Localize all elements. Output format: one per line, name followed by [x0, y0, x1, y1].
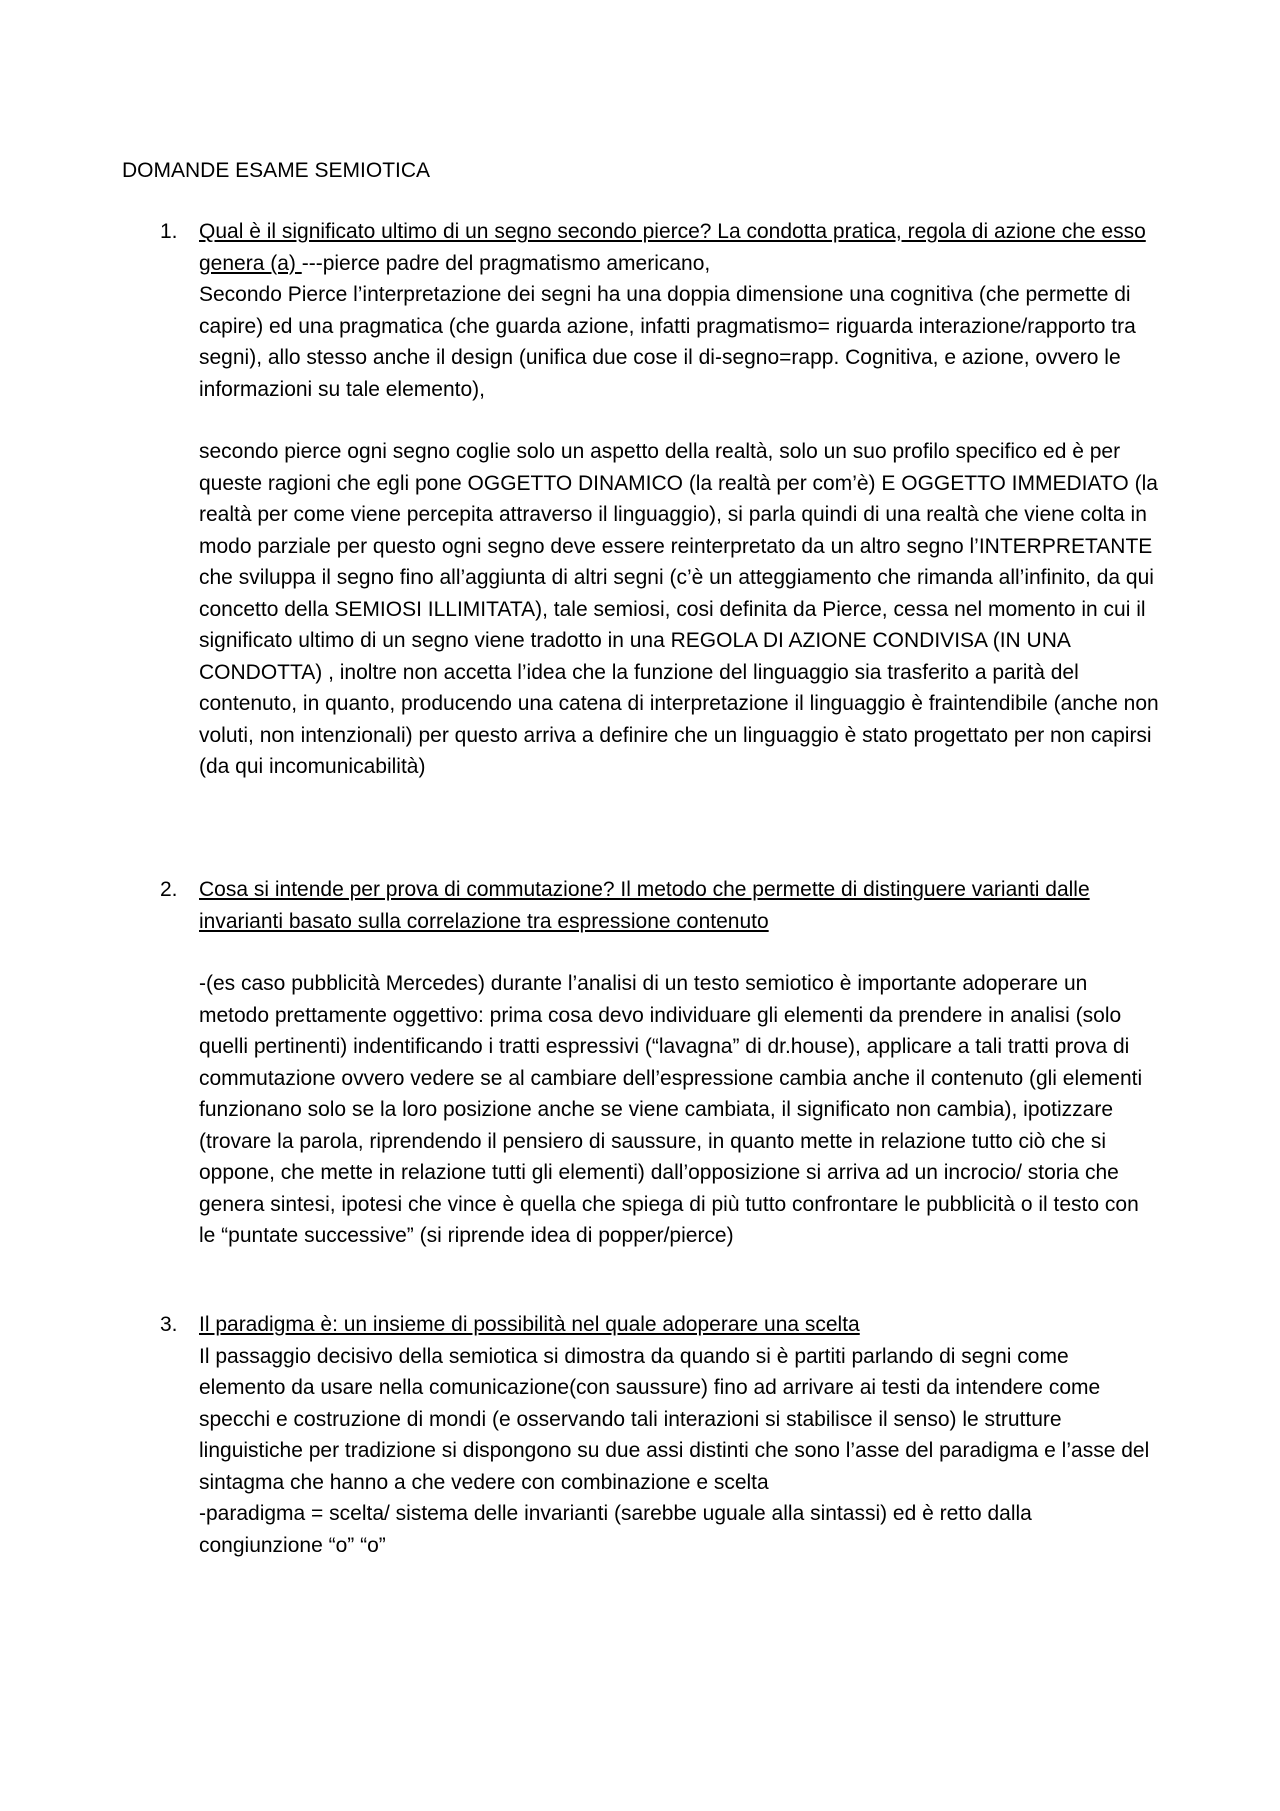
- question-text: Cosa si intende per prova di commutazione? Il metodo che permette di distinguere varianti dalle invarianti basato sulla correlazione tra espressione contenuto: [199, 878, 1090, 933]
- list-number: 1.: [160, 220, 178, 243]
- document-title: DOMANDE ESAME SEMIOTICA: [122, 159, 431, 182]
- question-item-3: [122, 1309, 1162, 1561]
- list-number: 3.: [160, 1313, 178, 1336]
- question-body: [199, 1309, 1159, 1561]
- question-item-2: [122, 874, 1162, 1252]
- question-body: [199, 216, 1159, 783]
- answer-paragraph: -(es caso pubblicità Mercedes) durante l’analisi di un testo semiotico è importante adoperare un metodo prettamente oggettivo: prima cosa devo individuare gli elementi da prendere in analisi (solo quelli pertinenti) indentificando i tratti espressivi (“lavagna” di dr.house), applicare a tali tratti prova di commutazione ovvero vedere se al cambiare dell’espressione cambia anche il contenuto (gli elementi funzionano solo se la loro posizione anche se viene cambiata, il significato non cambia), ipotizzare (trovare la parola, riprendendo il pensiero di saussure, in quanto mette in relazione tutto ciò che si oppone, che mette in relazione tutti gli elementi) dall’opposizione si arriva ad un incrocio/ storia che genera sintesi, ipotesi che vince è quella che spiega di più tutto confrontare le pubblicità o il testo con le “puntate successive” (si riprende idea di popper/pierce): [199, 972, 1143, 1247]
- answer-paragraph: Secondo Pierce l’interpretazione dei segni ha una doppia dimensione una cognitiva (che permette di capire) ed una pragmatica (che guarda azione, infatti pragmatismo= riguarda interazione/rapporto tra segni), allo stesso anche il design (unifica due cose il di-segno=rapp. Cognitiva, e azione, ovvero le informazioni su tale elemento),: [199, 283, 1136, 401]
- paragraph-spacer: [199, 937, 1159, 968]
- question-body: [199, 874, 1159, 1252]
- answer-paragraph: secondo pierce ogni segno coglie solo un aspetto della realtà, solo un suo profilo specifico ed è per queste ragioni che egli pone OGGETTO DINAMICO (la realtà per com’è) E OGGETTO IMMEDIATO (la realtà per come viene percepita attraverso il linguaggio), si parla quindi di una realtà che viene colta in modo parziale per questo ogni segno deve essere reinterpretato da un altro segno l’INTERPRETANTE che sviluppa il segno fino all’aggiunta di altri segni (c’è un atteggiamento che rimanda all’infinito, da qui concetto della SEMIOSI ILLIMITATA), tale semiosi, cosi definita da Pierce, cessa nel momento in cui il significato ultimo di un segno viene tradotto in una REGOLA DI AZIONE CONDIVISA (IN UNA CONDOTTA) , inoltre non accetta l’idea che la funzione del linguaggio sia trasferito a parità del contenuto, in quanto, producendo una catena di interpretazione il linguaggio è fraintendibile (anche non voluti, non intenzionali) per questo arriva a definire che un linguaggio è stato progettato per non capirsi (da qui incomunicabilità): [199, 440, 1159, 778]
- question-item-1: [122, 216, 1162, 783]
- question-tail: ---pierce padre del pragmatismo americano,: [301, 251, 711, 275]
- paragraph-spacer: [199, 405, 1159, 436]
- list-number: 2.: [160, 878, 178, 901]
- question-heading: [199, 216, 1159, 279]
- answer-paragraph: Il passaggio decisivo della semiotica si dimostra da quando si è partiti parlando di segni come elemento da usare nella comunicazione(con saussure) fino ad arrivare ai testi da intendere come specchi e costruzione di mondi (e osservando tali interazioni si stabilisce il senso) le strutture linguistiche per tradizione si dispongono su due assi distinti che sono l’asse del paradigma e l’asse del sintagma che hanno a che vedere con combinazione e scelta: [199, 1344, 1150, 1494]
- question-text: Qual è il significato ultimo di un segno secondo pierce? La condotta pratica, regola di azione che esso genera (a): [199, 220, 1146, 275]
- answer-paragraph: -paradigma = scelta/ sistema delle invarianti (sarebbe uguale alla sintassi) ed è retto dalla congiunzione “o” “o”: [199, 1502, 1032, 1557]
- question-text: Il paradigma è: un insieme di possibilità nel quale adoperare una scelta: [199, 1313, 860, 1336]
